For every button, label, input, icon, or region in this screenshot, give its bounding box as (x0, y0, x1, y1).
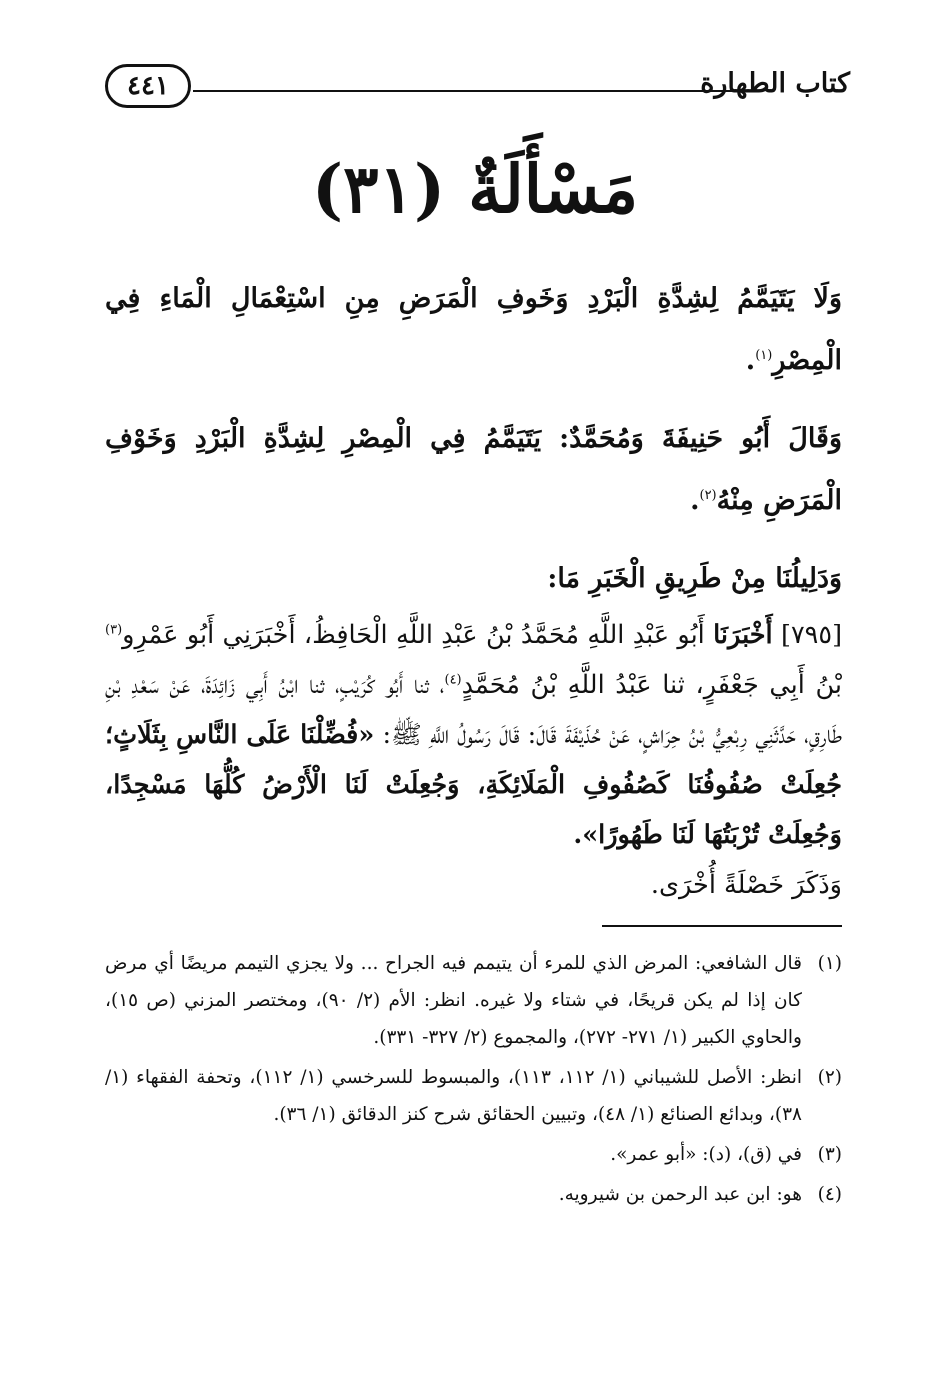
page-number-badge (105, 64, 191, 108)
footnote-item (105, 1059, 842, 1133)
footnote-number: (٢) (817, 1067, 842, 1088)
footnotes (105, 945, 842, 1216)
header-rule (193, 90, 732, 92)
footnote-ref-2: (٢) (699, 488, 717, 503)
hanafi-opinion (105, 408, 842, 532)
hadith-tail: وَذَكَرَ خَصْلَةً أُخْرَى. (650, 870, 842, 900)
hadith-matn: «فُضِّلْنَا عَلَى النَّاسِ بِثَلَاثٍ؛ جُعِلَتْ صُفُوفُنَا كَصُفُوفِ الْمَلَائِكَةِ، وَجُعِلَتْ لَنَا الْأَرْضُ كُلُّهَا مَسْجِدًا، وَجُعِلَتْ تُرْبَتُهَا لَنَا طَهُورًا». (105, 720, 842, 850)
page-number: ٤٤١ (127, 71, 169, 101)
footnote-separator (602, 925, 842, 927)
footnote-number: (١) (817, 953, 842, 974)
hadith-chain-2: بْنُ أَبِي جَعْفَرٍ، ثنا عَبْدُ اللَّهِ بْنُ مُحَمَّدٍ (461, 670, 842, 700)
hadith-chain-3: ، ثنا أَبُو كُرَيْبٍ، ثنا ابْنُ أَبِي زَائِدَةَ، عَنْ سَعْدِ بْنِ طَارِقٍ، حَدَّثَنِي رِبْعِيُّ بْنُ حِرَاشٍ، عَنْ حُذَيْفَةَ قَالَ: قَالَ رَسُولُ اللَّهِ ﷺ: (105, 670, 842, 750)
footnote-item (105, 1176, 842, 1213)
footnote-text: في (ق)، (د): «أبو عمر». (610, 1144, 802, 1165)
footnote-text: انظر: الأصل للشيباني (١/ ١١٢، ١١٣)، والمبسوط للسرخسي (١/ ١١٢)، وتحفة الفقهاء (١/ ٣٨)، وبدائع الصنائع (١/ ٤٨)، وتبيين الحقائق شرح كنز الدقائق (١/ ٣٦). (105, 1067, 803, 1125)
running-header (105, 60, 850, 116)
footnote-item (105, 945, 842, 1056)
issue-statement (105, 268, 842, 392)
body-text (105, 268, 842, 910)
masala-number: (٣١) (311, 150, 446, 228)
footnote-item (105, 1136, 842, 1173)
hadith-chain-1: أَبُو عَبْدِ اللَّهِ مُحَمَّدُ بْنُ عَبْدِ اللَّهِ الْحَافِظُ، أَخْبَرَنِي أَبُو عَمْرِو (122, 620, 705, 650)
hadith-number: [٧٩٥] (781, 620, 843, 650)
hanafi-end: . (690, 485, 700, 516)
book-title: كتاب الطهارة (700, 68, 850, 99)
footnote-number: (٤) (817, 1184, 842, 1205)
hanafi-text: وَقَالَ أَبُو حَنِيفَةَ وَمُحَمَّدٌ: يَتَيَمَّمُ فِي الْمِصْرِ لِشِدَّةِ الْبَرْدِ وَخَوْفِ الْمَرَضِ مِنْهُ (105, 423, 842, 516)
footnote-number: (٣) (817, 1144, 842, 1165)
hadith-akhbarana: أَخْبَرَنَا (713, 620, 773, 650)
hadith-text (105, 610, 842, 860)
footnote-ref-4: (٤) (444, 672, 462, 688)
issue-text: وَلَا يَتَيَمَّمُ لِشِدَّةِ الْبَرْدِ وَخَوفِ الْمَرَضِ مِنِ اسْتِعْمَالِ الْمَاءِ فِي الْمِصْرِ (105, 283, 842, 376)
issue-end: . (745, 345, 756, 376)
footnote-ref-1: (١) (755, 348, 773, 363)
evidence-intro: وَدَلِيلُنَا مِنْ طَرِيقِ الْخَبَرِ مَا: (547, 563, 842, 594)
footnote-ref-3: (٣) (105, 622, 123, 638)
footnote-text: هو: ابن عبد الرحمن بن شيرويه. (558, 1184, 802, 1205)
masala-heading (0, 150, 950, 229)
masala-label: مَسْأَلَةٌ (468, 150, 639, 228)
footnote-text: قال الشافعي: المرض الذي للمرء أن يتيمم فيه الجراح ... ولا يجزي التيمم مريضًا أي مرض كان إذا لم يكن قريحًا، في شتاء ولا غيره. انظر: الأم (٢/ ٩٠)، ومختصر المزني (ص ١٥)، والحاوي الكبير (١/ ٢٧١- ٢٧٢)، والمجموع (٢/ ٣٢٧- ٣٣١). (105, 953, 802, 1048)
